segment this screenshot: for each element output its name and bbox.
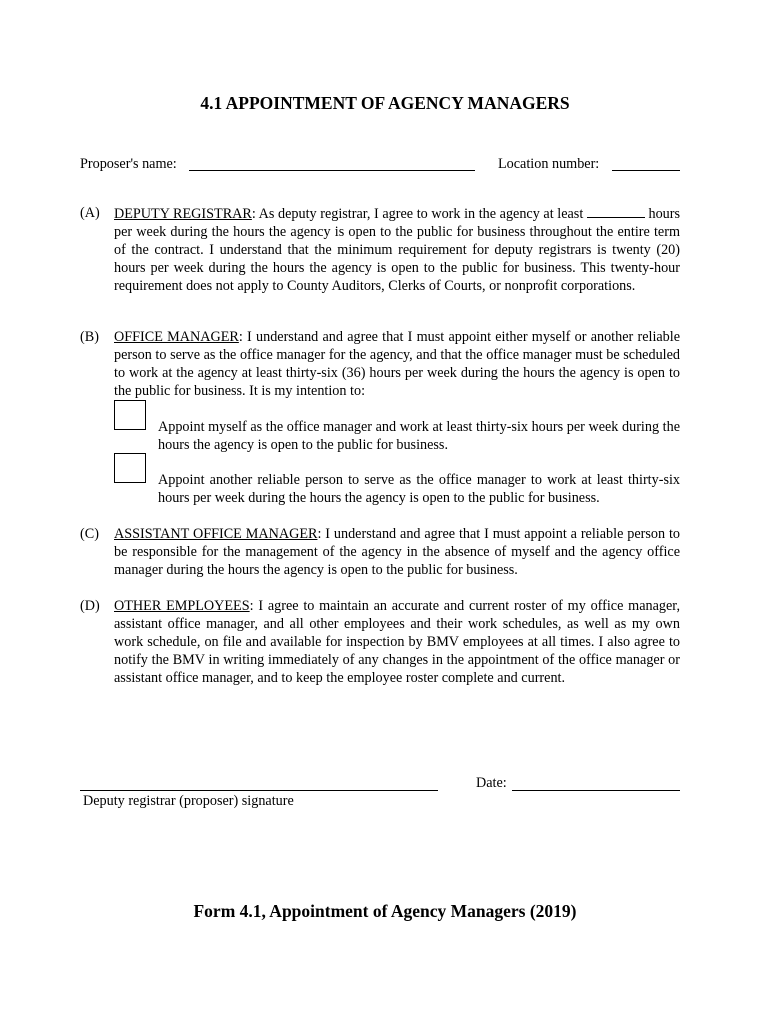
section-letter: (B) [80,329,99,345]
option-appoint-myself [114,400,680,454]
section-letter: (D) [80,598,100,614]
section-body [114,525,680,579]
section-body [114,328,680,400]
section-letter: (C) [80,526,99,542]
option-text: Appoint myself as the office manager and work at least thirty-six hours per week during the hours the agency is open to the public for business. [158,419,680,453]
location-number-field[interactable] [612,155,680,171]
appoint-another-checkbox[interactable] [114,453,146,483]
section-text: : I understand and agree that I must appoint a reliable person to be responsible for the management of the agency in the absence of myself and the agency office manager during the hours the agency is open to the public for business. [114,526,680,578]
date-label: Date: [476,775,507,791]
section-text: : I agree to maintain an accurate and current roster of my office manager, assistant office manager, and all other employees and their work schedules, as well as my own work schedule, on file and available for inspection by BMV employees at all times. I also agree to notify the BMV in writing immediately of any changes in the appointment of the office manager or assistant office manager, and to keep the employee roster complete and current. [114,598,680,686]
section-heading: OFFICE MANAGER [114,329,239,345]
form-title: 4.1 APPOINTMENT OF AGENCY MANAGERS [200,93,570,113]
date-field[interactable] [512,775,680,791]
section-heading: ASSISTANT OFFICE MANAGER [114,526,318,542]
location-number-label: Location number: [498,156,600,172]
section-text-before: : As deputy registrar, I agree to work in the agency at least [251,206,584,222]
signature-field[interactable] [80,775,438,791]
section-letter: (A) [80,205,100,221]
appoint-myself-checkbox[interactable] [114,400,146,430]
proposer-name-label: Proposer's name: [80,156,177,172]
form-footer: Form 4.1, Appointment of Agency Managers (2019) [193,901,577,921]
signature-label: Deputy registrar (proposer) signature [83,793,294,809]
option-appoint-another [114,453,680,507]
hours-per-week-field[interactable] [587,204,645,218]
section-text-after: hours per week during the hours the agency is open to the public for business throughout the entire term of the contract. I understand that the minimum requirement for deputy registrars is twenty (20) hours per week during the hours the agency is open to the public for business. This twenty-hour requirement does not apply to County Auditors, Clerks of Courts, or nonprofit corporations. [114,206,681,294]
proposer-name-field[interactable] [189,155,475,171]
section-assistant-office-manager [80,525,680,579]
section-body [114,597,680,687]
section-heading: OTHER EMPLOYEES [114,598,250,614]
section-body [114,204,680,295]
section-text: : I understand and agree that I must appoint either myself or another reliable person to serve as the office manager for the agency, and that the office manager must be scheduled to work at the agency at least thirty-six (36) hours per week during the hours the agency is open to the public for business. It is my intention to: [114,329,681,399]
section-deputy-registrar [80,204,680,312]
section-office-manager [80,328,680,400]
proposer-row [80,155,680,175]
section-other-employees [80,597,680,705]
section-heading: DEPUTY REGISTRAR [114,206,252,222]
option-text: Appoint another reliable person to serve as the office manager to work at least thirty-six hours per week during the hours the agency is open to the public for business. [158,472,680,506]
